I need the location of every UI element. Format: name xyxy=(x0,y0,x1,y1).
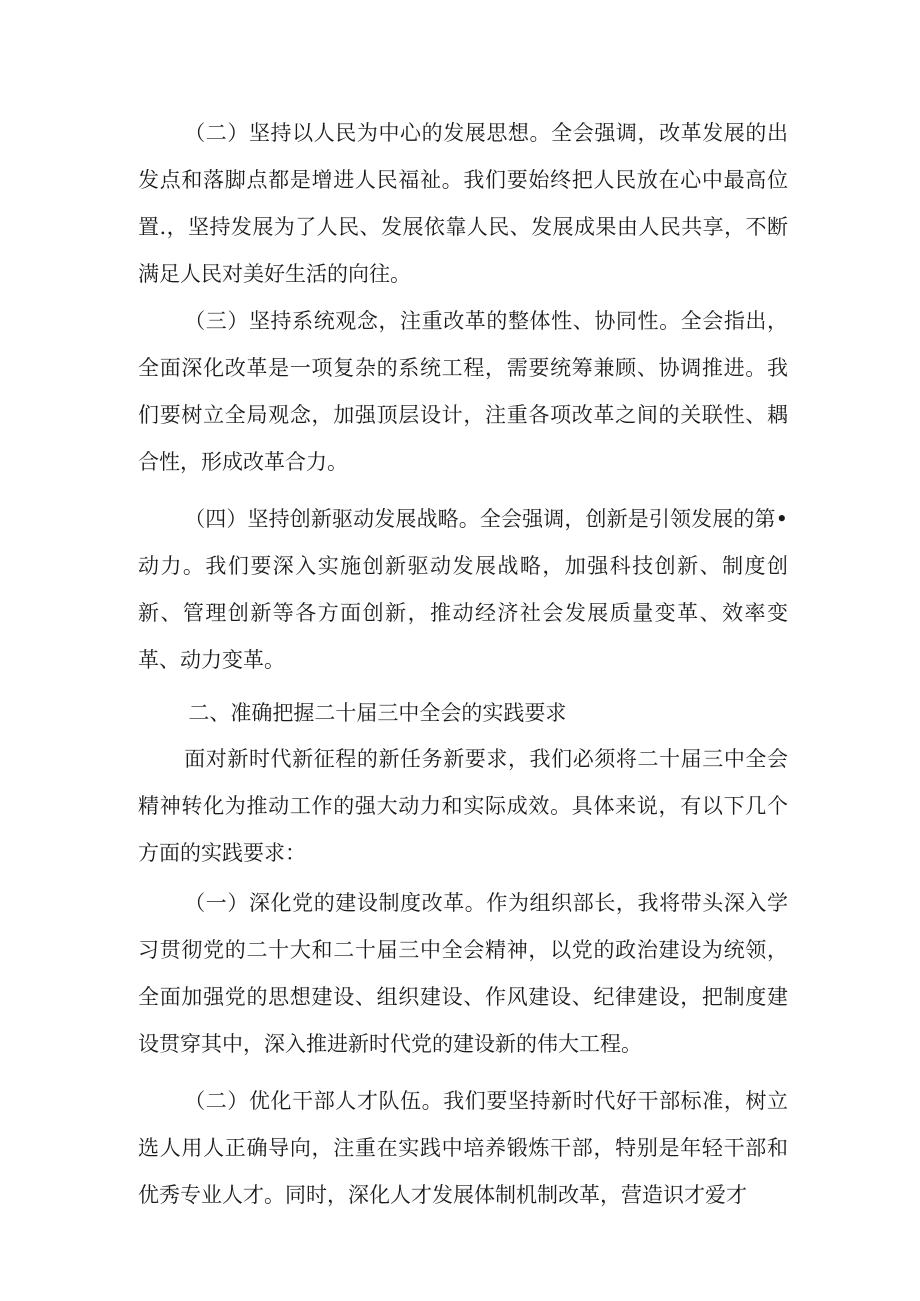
paragraph-cadre-talent: （二）优化干部人才队伍。我们要坚持新时代好干部标准，树立选人用人正确导向，注重在实践中培养锻炼干部，特别是年轻干部和优秀专业人才。同时，深化人才发展体制机制改革，营造识才爱才 xyxy=(138,1089,788,1207)
paragraph-system-concept: （三）坚持系统观念，注重改革的整体性、协同性。全会指出，全面深化改革是一项复杂的系统工程，需要统筹兼顾、协调推进。我们要树立全局观念，加强顶层设计，注重各项改革之间的关联性、耦合性，形成改革合力。 xyxy=(138,309,788,474)
paragraph-people-centered: （二）坚持以人民为中心的发展思想。全会强调，改革发展的出发点和落脚点都是增进人民福祉。我们要始终把人民放在心中最高位置.，坚持发展为了人民、发展依靠人民、发展成果由人民共享，不断满足人民对美好生活的向往。 xyxy=(138,121,788,286)
paragraph-party-building: （一）深化党的建设制度改革。作为组织部长，我将带头深入学习贯彻党的二十大和二十届三中全会精神，以党的政治建设为统领，全面加强党的思想建设、组织建设、作风建设、纪律建设，把制度建设贯穿其中，深入推进新时代党的建设新的伟大工程。 xyxy=(138,891,788,1056)
paragraph-practice-intro: 面对新时代新征程的新任务新要求，我们必须将二十届三中全会精神转化为推动工作的强大动力和实际成效。具体来说，有以下几个方面的实践要求： xyxy=(138,747,788,865)
paragraph-innovation: （四）坚持创新驱动发展战略。全会强调，创新是引领发展的第•动力。我们要深入实施创新驱动发展战略，加强科技创新、制度创新、管理创新等各方面创新，推动经济社会发展质量变革、效率变革、动力变革。 xyxy=(138,507,788,672)
section-heading-practice: 二、准确把握二十届三中全会的实践要求 xyxy=(188,701,567,725)
